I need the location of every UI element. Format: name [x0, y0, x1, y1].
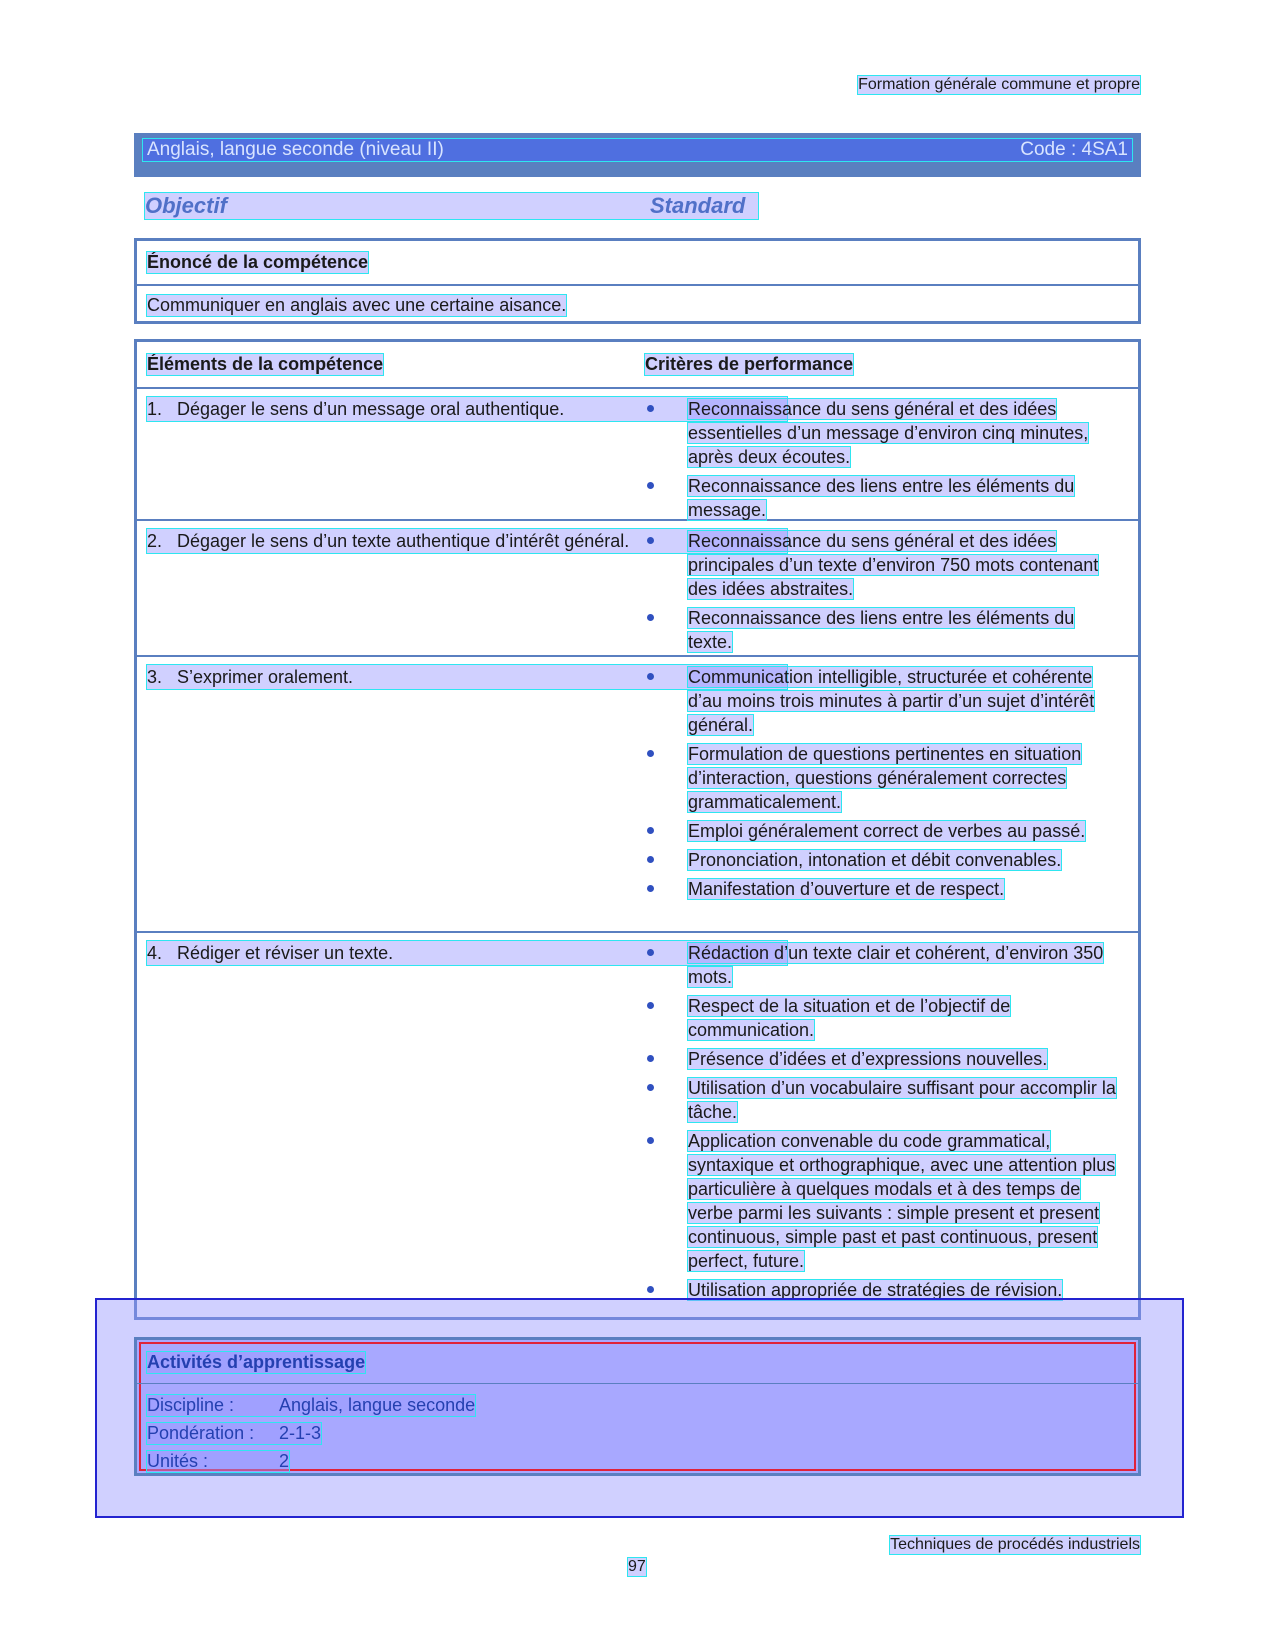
enonce-heading: Énoncé de la compétence	[147, 252, 369, 272]
criteria-item: Reconnaissance du sens général et des idées principales d’un texte d’environ 750 mots contenant des idées abstraites.	[647, 529, 1117, 601]
unites-line: Unités : 2	[147, 1451, 290, 1471]
objectif-standard-row	[145, 193, 758, 219]
enonce-text: Communiquer en anglais avec une certaine aisance.	[147, 294, 567, 315]
bullet-icon	[647, 1084, 654, 1091]
element-text: 1. Dégager le sens d’un message oral authentique.	[147, 397, 787, 421]
bullet-icon	[647, 1137, 654, 1144]
criteria-list	[647, 941, 1117, 1307]
standard-label: Standard	[650, 193, 746, 218]
bullet-icon	[647, 856, 654, 863]
criteria-item: Application convenable du code grammatical, syntaxique et orthographique, avec une attention plus particulière à quelques modals et à des temps de verbe parmi les suivants : simple present et present continuous, simple past et past continuous, present perfect, future.	[647, 1129, 1117, 1273]
criteria-item: Formulation de questions pertinentes en situation d’interaction, questions généralement correctes grammaticalement.	[647, 742, 1117, 814]
course-code: Code : 4SA1	[1020, 139, 1128, 160]
element-text: 2. Dégager le sens d’un texte authentique d’intérêt général.	[147, 529, 787, 553]
bullet-icon	[647, 537, 654, 544]
element-row	[137, 657, 1138, 933]
activities-title: Activités d’apprentissage	[147, 1352, 366, 1372]
criteria-item: Prononciation, intonation et débit convenables.	[647, 848, 1117, 872]
element-row	[137, 521, 1138, 657]
criteria-item: Utilisation d’un vocabulaire suffisant pour accomplir la tâche.	[647, 1076, 1117, 1124]
bullet-icon	[647, 949, 654, 956]
criteria-item: Reconnaissance du sens général et des idées essentielles d’un message d’environ cinq minutes, après deux écoutes.	[647, 397, 1117, 469]
criteria-item: Reconnaissance des liens entre les éléments du message.	[647, 474, 1117, 522]
bullet-icon	[647, 1002, 654, 1009]
criteria-item: Rédaction d’un texte clair et cohérent, d’environ 350 mots.	[647, 941, 1117, 989]
criteria-item: Communication intelligible, structurée et cohérente d’au moins trois minutes à partir d’un sujet d’intérêt général.	[647, 665, 1117, 737]
objectif-label: Objectif	[145, 193, 227, 218]
enonce-box	[134, 238, 1141, 324]
footer-program: Techniques de procédés industriels	[890, 1536, 1140, 1553]
criteria-list	[647, 665, 1117, 906]
criteria-list	[647, 397, 1117, 527]
bullet-icon	[647, 1286, 654, 1293]
bullet-icon	[647, 885, 654, 892]
bullet-icon	[647, 482, 654, 489]
bullet-icon	[647, 750, 654, 757]
bullet-icon	[647, 405, 654, 412]
criteria-item: Présence d’idées et d’expressions nouvelles.	[647, 1047, 1117, 1071]
elements-table	[134, 339, 1141, 1320]
criteria-list	[647, 529, 1117, 659]
bullet-icon	[647, 1055, 654, 1062]
element-text: 3. S’exprimer oralement.	[147, 665, 787, 689]
criteria-item: Manifestation d’ouverture et de respect.	[647, 877, 1117, 901]
element-text: 4. Rédiger et réviser un texte.	[147, 941, 787, 965]
bullet-icon	[647, 673, 654, 680]
page-number: 97	[628, 1558, 646, 1575]
criteria-item: Utilisation appropriée de stratégies de révision.	[647, 1278, 1117, 1302]
criteria-item: Reconnaissance des liens entre les éléments du texte.	[647, 606, 1117, 654]
course-title-bar	[134, 133, 1141, 177]
ponderation-line: Pondération : 2-1-3	[147, 1423, 322, 1443]
activities-box	[134, 1337, 1141, 1476]
course-title: Anglais, langue seconde (niveau II)	[147, 139, 444, 160]
col-elements-header: Éléments de la compétence	[147, 354, 384, 374]
criteria-item: Emploi généralement correct de verbes au passé.	[647, 819, 1117, 843]
running-header: Formation générale commune et propre	[858, 76, 1140, 93]
col-criteres-header: Critères de performance	[645, 354, 854, 374]
criteria-item: Respect de la situation et de l’objectif de communication.	[647, 994, 1117, 1042]
element-row	[137, 389, 1138, 521]
discipline-line: Discipline : Anglais, langue seconde	[147, 1395, 476, 1415]
element-row	[137, 933, 1138, 1313]
bullet-icon	[647, 827, 654, 834]
bullet-icon	[647, 614, 654, 621]
